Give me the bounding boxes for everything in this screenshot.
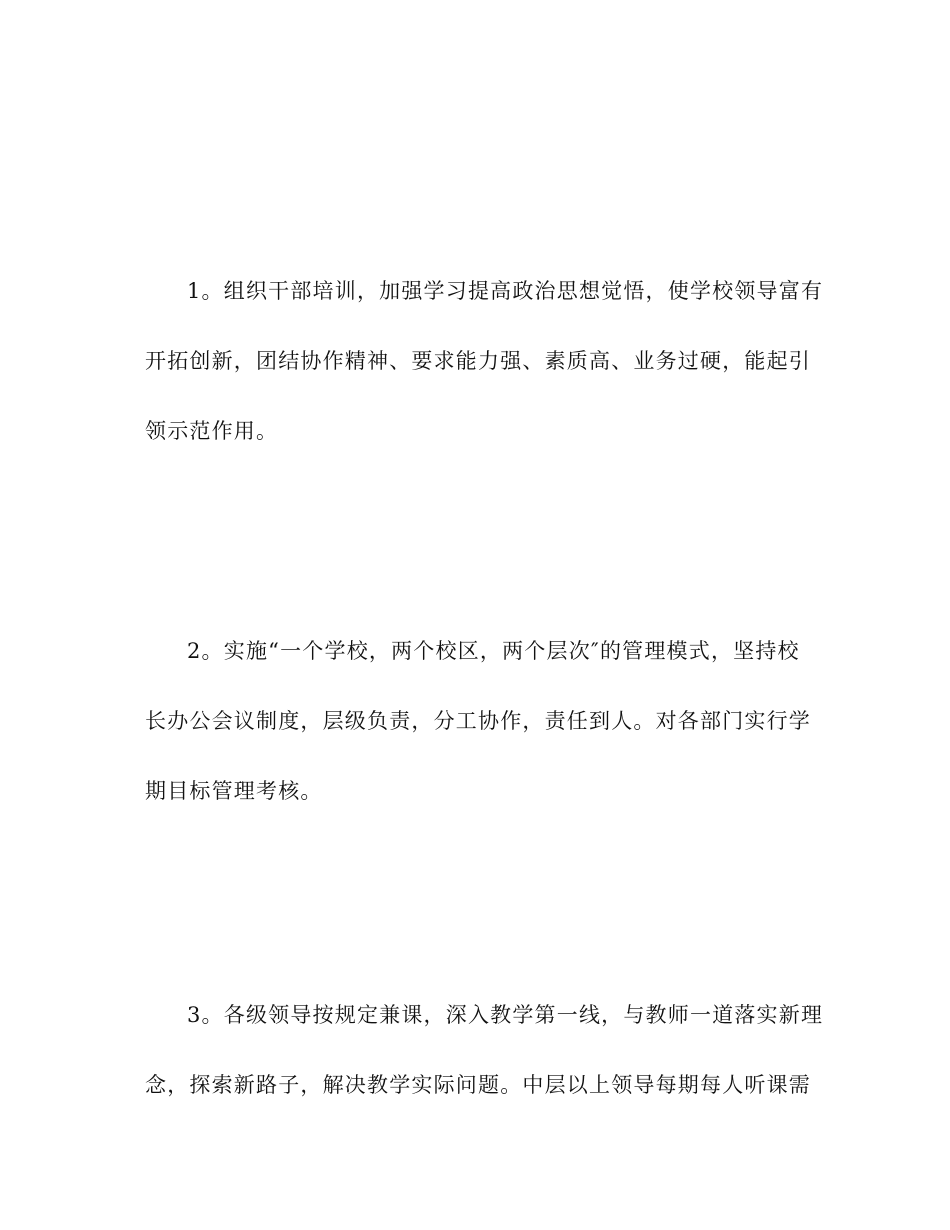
- paragraph-line: 期目标管理考核。: [145, 779, 323, 803]
- paragraph-line: 念，探索新路子，解决教学实际问题。中层以上领导每期每人听课需: [145, 1073, 811, 1097]
- paragraph-line: 3。各级领导按规定兼课，深入教学第一线，与教师一道落实新理: [187, 1003, 824, 1027]
- paragraph-line: 开拓创新，团结协作精神、要求能力强、素质高、业务过硬，能起引: [145, 349, 811, 373]
- paragraph-line: 长办公会议制度，层级负责，分工协作，责任到人。对各部门实行学: [145, 709, 811, 733]
- paragraph-line: 领示范作用。: [145, 419, 279, 443]
- paragraph-line: 2。实施“一个学校，两个校区，两个层次″的管理模式，坚持校: [187, 639, 800, 663]
- paragraph-line: 1。组织干部培训，加强学习提高政治思想觉悟，使学校领导富有: [187, 279, 824, 303]
